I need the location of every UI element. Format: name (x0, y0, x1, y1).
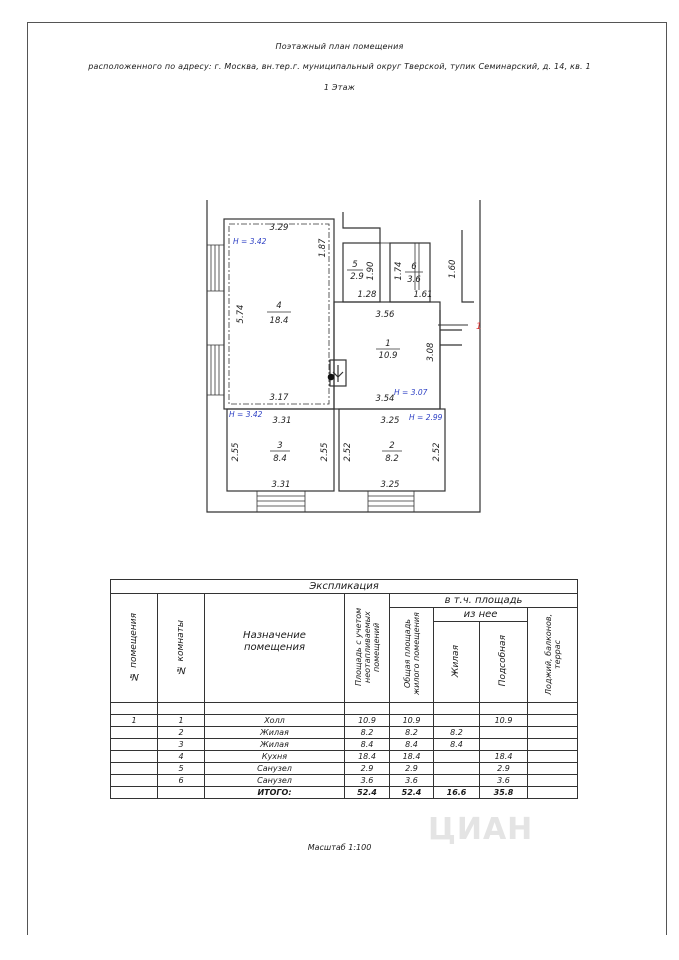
dim: 3.54 (375, 394, 395, 404)
room-3-area: 8.4 (273, 454, 287, 464)
room-2-area: 8.2 (385, 454, 399, 464)
room-5-area: 2.9 (350, 272, 364, 282)
col-of-which: из нее (434, 608, 528, 622)
dim: 3.31 (272, 416, 292, 426)
dim: 1.60 (448, 259, 458, 279)
room-3-num: 3 (277, 441, 283, 451)
table-row: 5 Санузел 2.9 2.9 2.9 (111, 763, 578, 775)
col-purpose: Назначение помещения (205, 594, 345, 703)
table-row: 4 Кухня 18.4 18.4 18.4 (111, 751, 578, 763)
explication-title: Экспликация (111, 580, 578, 594)
dim: 3.08 (426, 342, 436, 362)
dim: 3.17 (269, 393, 289, 403)
doc-title: Поэтажный план помещения (275, 42, 404, 51)
col-total-living: Общая площадь жилого помещения (402, 612, 421, 696)
scale-label: Масштаб 1:100 (307, 843, 372, 852)
dim: 1.74 (394, 261, 404, 281)
height-label: H = 3.42 (229, 410, 263, 419)
table-row: 3 Жилая 8.4 8.4 8.4 (111, 739, 578, 751)
col-room: № комнаты (175, 619, 186, 675)
dim: 1.61 (413, 290, 433, 300)
dim: 2.52 (432, 442, 442, 462)
room-1-area: 10.9 (378, 351, 398, 361)
dim: 1.87 (318, 238, 328, 258)
room-6-area: 3.6 (407, 275, 421, 285)
room-2-num: 2 (389, 441, 395, 451)
doc-address: расположенного по адресу: г. Москва, вн.тер.г. муниципальный округ Тверской, тупик Семинарский, д. 14, кв. 1 (88, 62, 591, 71)
col-living: Жилая (451, 644, 461, 678)
dim: 3.56 (375, 310, 395, 320)
dim: 3.29 (269, 223, 289, 233)
watermark: ЦИАН (428, 812, 534, 847)
height-label: H = 3.42 (233, 237, 267, 246)
room-6-num: 6 (411, 262, 417, 272)
col-area-total: Площадь с учетом неотапливаемых помещений (353, 607, 381, 687)
dim: 2.55 (320, 442, 330, 462)
table-row: 1 1 Холл 10.9 10.9 10.9 (111, 715, 578, 727)
height-label: H = 3.07 (394, 388, 428, 397)
section-mark: 1 (476, 322, 482, 332)
col-premises: № помещения (128, 613, 139, 681)
room-1-num: 1 (385, 339, 391, 349)
dim: 3.25 (380, 416, 400, 426)
room-4-area: 18.4 (269, 316, 289, 326)
explication-table (110, 579, 578, 799)
table-row: 2 Жилая 8.2 8.2 8.2 (111, 727, 578, 739)
col-loggia: Лоджий, балконов, террас (543, 613, 562, 695)
dim: 5.74 (236, 304, 246, 324)
entrance-dot (328, 374, 335, 381)
table-row: 6 Санузел 3.6 3.6 3.6 (111, 775, 578, 787)
height-label: H = 2.99 (409, 413, 443, 422)
dim: 2.55 (231, 442, 241, 462)
dim: 1.28 (357, 290, 377, 300)
total-row: ИТОГО: 52.4 52.4 16.6 35.8 (111, 787, 578, 799)
floor-label: 1 Этаж (323, 83, 356, 92)
room-4-num: 4 (276, 301, 282, 311)
dim: 2.52 (343, 442, 353, 462)
room-5-num: 5 (352, 260, 358, 270)
col-aux: Подсобная (498, 635, 508, 687)
dim: 1.90 (366, 261, 376, 281)
dim: 3.31 (271, 480, 291, 490)
dim: 3.25 (380, 480, 400, 490)
col-incl: в т.ч. площадь (390, 594, 578, 608)
